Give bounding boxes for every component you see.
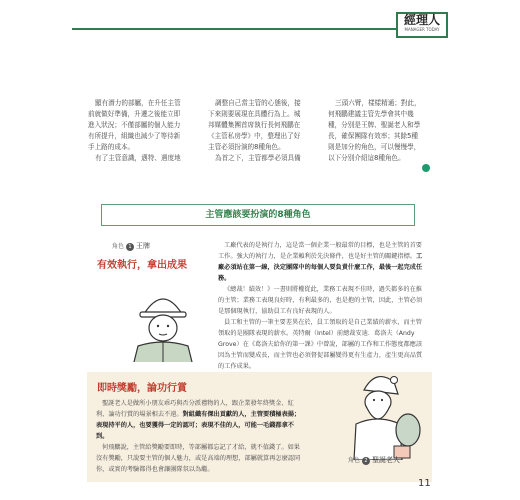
role-number-badge: 1 — [126, 243, 134, 251]
magazine-logo — [396, 12, 448, 38]
role-2-tag — [348, 455, 400, 465]
intro-paragraph: 三頭六臂，樣樣精通；對此，何飛鵬建議主管先學會其中幾種，分別是王牌、聖誕老人和學長，確保團隊有效率；其餘5種則是加分的角色，可以慢慢學，以下分別介紹這8種角色。 — [328, 99, 421, 162]
page-number: 11 — [418, 478, 431, 489]
section-title-box — [101, 204, 415, 226]
worker-illustration — [126, 278, 200, 362]
logo-subtitle: MANAGER TODAY — [404, 27, 440, 32]
role-2-paragraph: 聖誕老人是做所小朋友乖巧與否分派禮物的人，跟企業發年終獎金、紅利、論功行賞的場景相去不遠。 — [96, 400, 294, 418]
role-2-body — [96, 398, 306, 475]
intro-paragraph: 為首之下，主管都學必須具備 — [215, 154, 301, 162]
role-2-highlight: 對組織有傑出貢獻的人，主管要積極表揚；表現持平的人，也要獲得一定的認可；表現不佳的人，可能一毛錢都拿不到。 — [96, 411, 301, 440]
intro-column-3 — [328, 98, 424, 164]
section-title: 主管應該要扮演的8種角色 — [205, 210, 311, 220]
role-1-body — [218, 240, 424, 372]
header-line — [72, 28, 432, 30]
intro-paragraph: 顯有潛力的部屬，在升任主管前就做好準備，升遷之後能立即進入狀況；不僅部屬的個人能力有所提升，組織也減少了等待新手上路的成本。 — [88, 99, 181, 151]
role-1-tag — [112, 241, 150, 251]
role-name: 聖誕老人 — [372, 456, 401, 464]
role-2-paragraph: 何飛鵬說，主管給獎勵要即時，等部屬都忘記了才給，就不值錢了。如果沒有獎勵，只說要主管的個人魅力，或是高端的理想，部屬就算再怎麼認同你，或實的考驗都得也會讓團隊氛以為繼。 — [96, 444, 301, 473]
intro-column-1 — [88, 98, 184, 164]
role-2-title: 即時獎勵，論功行賞 — [97, 383, 187, 394]
role-name: 王牌 — [136, 242, 151, 250]
role-1-highlight: 工廠必須站在第一線，決定團隊中的每個人要負責什麼工作，最後一起完成任務。 — [218, 253, 423, 282]
role-tag-label: 角色 — [348, 457, 361, 464]
role-1-paragraph: 工廠代表的是執行力，這是當一個企業一般最常的目標，也是主管的首要工作。強大的執行力，是企業賴利於先決條件，也是好主管的關鍵指標。 — [218, 242, 422, 260]
intro-paragraph: 有了主管意識，邁特、遇度地 — [95, 154, 181, 162]
role-1-paragraph: 《總裁！績效！》一書則將權從此，業務工表現不佳時，過失都多的在推的主管；業務工表現良好時，有利最多的，也是抱的主管，因此，主管必須是那個現執行，協助員工有良好表現的人。 — [218, 286, 423, 315]
role-number-badge: 2 — [362, 457, 370, 465]
role-1-title: 有效執行，拿出成果 — [97, 260, 187, 271]
santa-illustration — [336, 368, 422, 460]
intro-paragraph: 調整自己當主管的心態後，接下來則要展現在具體行為上。城邦媒體集團首席執行長何飛鵬在《主管私房學》中，整理出了好主管必須扮演的8種角色。 — [208, 99, 301, 151]
role-1-paragraph: 員工和主管的一筆主要差異在於，員工領取的是自己業績的薪水，而主管領取的是團隊表現的薪水。英特爾（Intel）前總裁安迪．葛洛夫（Andy Grove）在《葛洛夫給你的第一課》中曾說，部屬的工作和工作態度都應該因為主管而變成長，而主管也必須督促部屬變得更有生產力，產生更高品質的工作成果。 — [218, 319, 423, 370]
intro-column-2 — [208, 98, 304, 164]
column-end-dot — [422, 164, 430, 172]
role-tag-label: 角色 — [112, 243, 125, 250]
logo-text: 經理人 — [403, 13, 440, 27]
